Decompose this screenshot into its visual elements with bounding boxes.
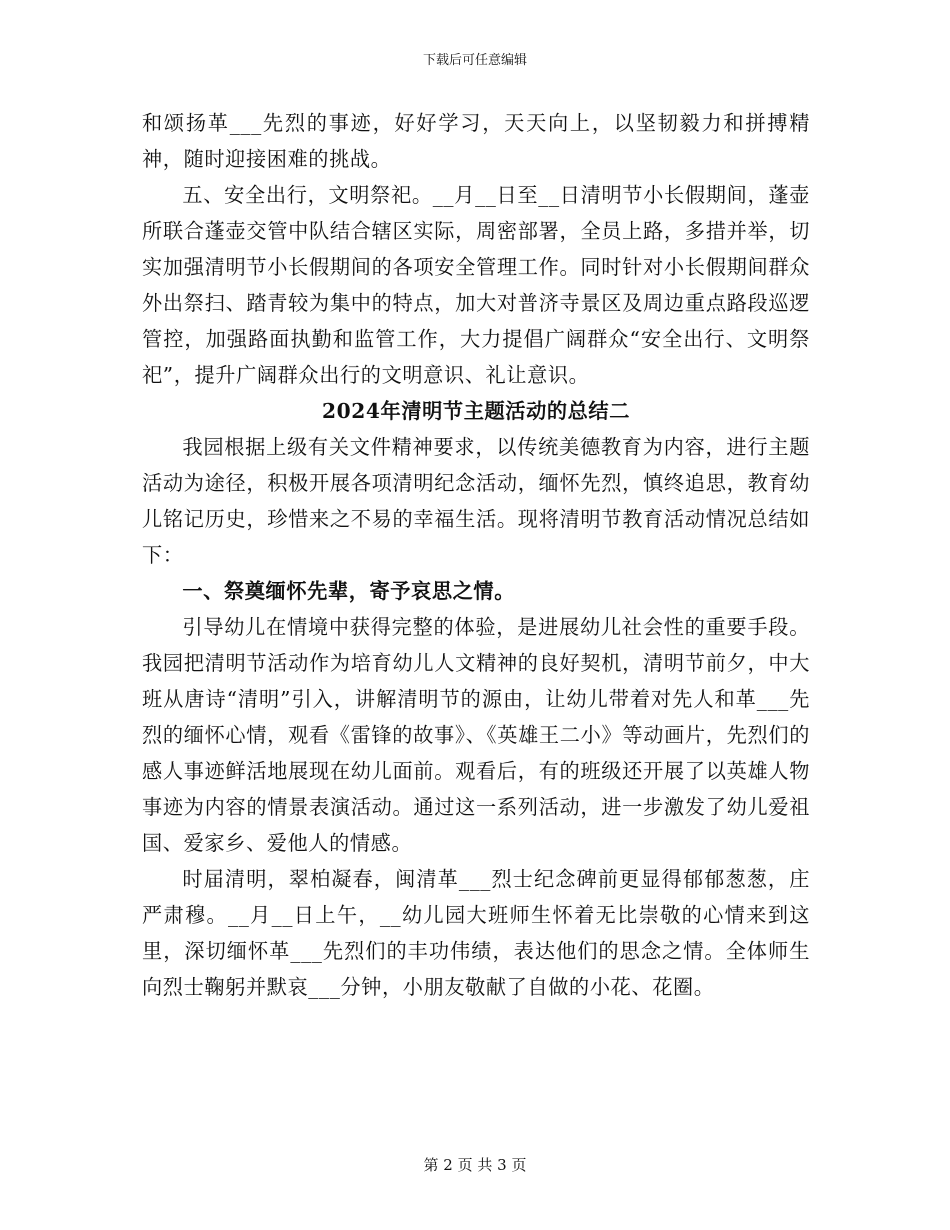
document-body: [142, 105, 810, 1005]
page-header: 下载后可任意编辑: [422, 53, 527, 68]
paragraph-memorial: 时届清明，翠柏凝春，闽清革___烈士纪念碑前更显得郁郁葱葱，庄严肃穆。__月__日上午，__幼儿园大班师生怀着无比崇敬的心情来到这里，深切缅怀革___先烈们的丰功伟绩，表达他们的思念之情。全体师生向烈士鞠躬并默哀___分钟，小朋友敬献了自做的小花、花圈。: [142, 867, 810, 999]
paragraph-continuation: 和颂扬革___先烈的事迹，好好学习，天天向上，以坚韧毅力和拼搏精神，随时迎接困难的挑战。: [142, 111, 810, 171]
subheading-one: 一、祭奠缅怀先辈，寄予哀思之情。: [182, 579, 515, 603]
paragraph-safety: 五、安全出行，文明祭祀。__月__日至__日清明节小长假期间，蓬壶所联合蓬壶交管中队结合辖区实际，周密部署，全员上路，多措并举，切实加强清明节小长假期间的各项安全管理工作。同时针对小长假期间群众外出祭扫、踏青较为集中的特点，加大对普济寺景区及周边重点路段巡逻管控，加强路面执勤和监管工作，大力提倡广阔群众“安全出行、文明祭祀”，提升广阔群众出行的文明意识、礼让意识。: [142, 183, 810, 387]
page-number: 第 2 页 共 3 页: [423, 1156, 527, 1174]
section-title: 2024年清明节主题活动的总结二: [321, 399, 631, 423]
paragraph-activities: 引导幼儿在情境中获得完整的体验，是进展幼儿社会性的重要手段。我园把清明节活动作为培育幼儿人文精神的良好契机，清明节前夕，中大班从唐诗“清明”引入，讲解清明节的源由，让幼儿带着对先人和革___先烈的缅怀心情，观看《雷锋的故事》、《英雄王二小》等动画片，先烈们的感人事迹鲜活地展现在幼儿面前。观看后，有的班级还开展了以英雄人物事迹为内容的情景表演活动。通过这一系列活动，进一步激发了幼儿爱祖国、爱家乡、爱他人的情感。: [142, 615, 810, 855]
paragraph-intro: 我园根据上级有关文件精神要求，以传统美德教育为内容，进行主题活动为途径，积极开展各项清明纪念活动，缅怀先烈，慎终追思，教育幼儿铭记历史，珍惜来之不易的幸福生活。现将清明节教育活动情况总结如下：: [142, 435, 810, 567]
